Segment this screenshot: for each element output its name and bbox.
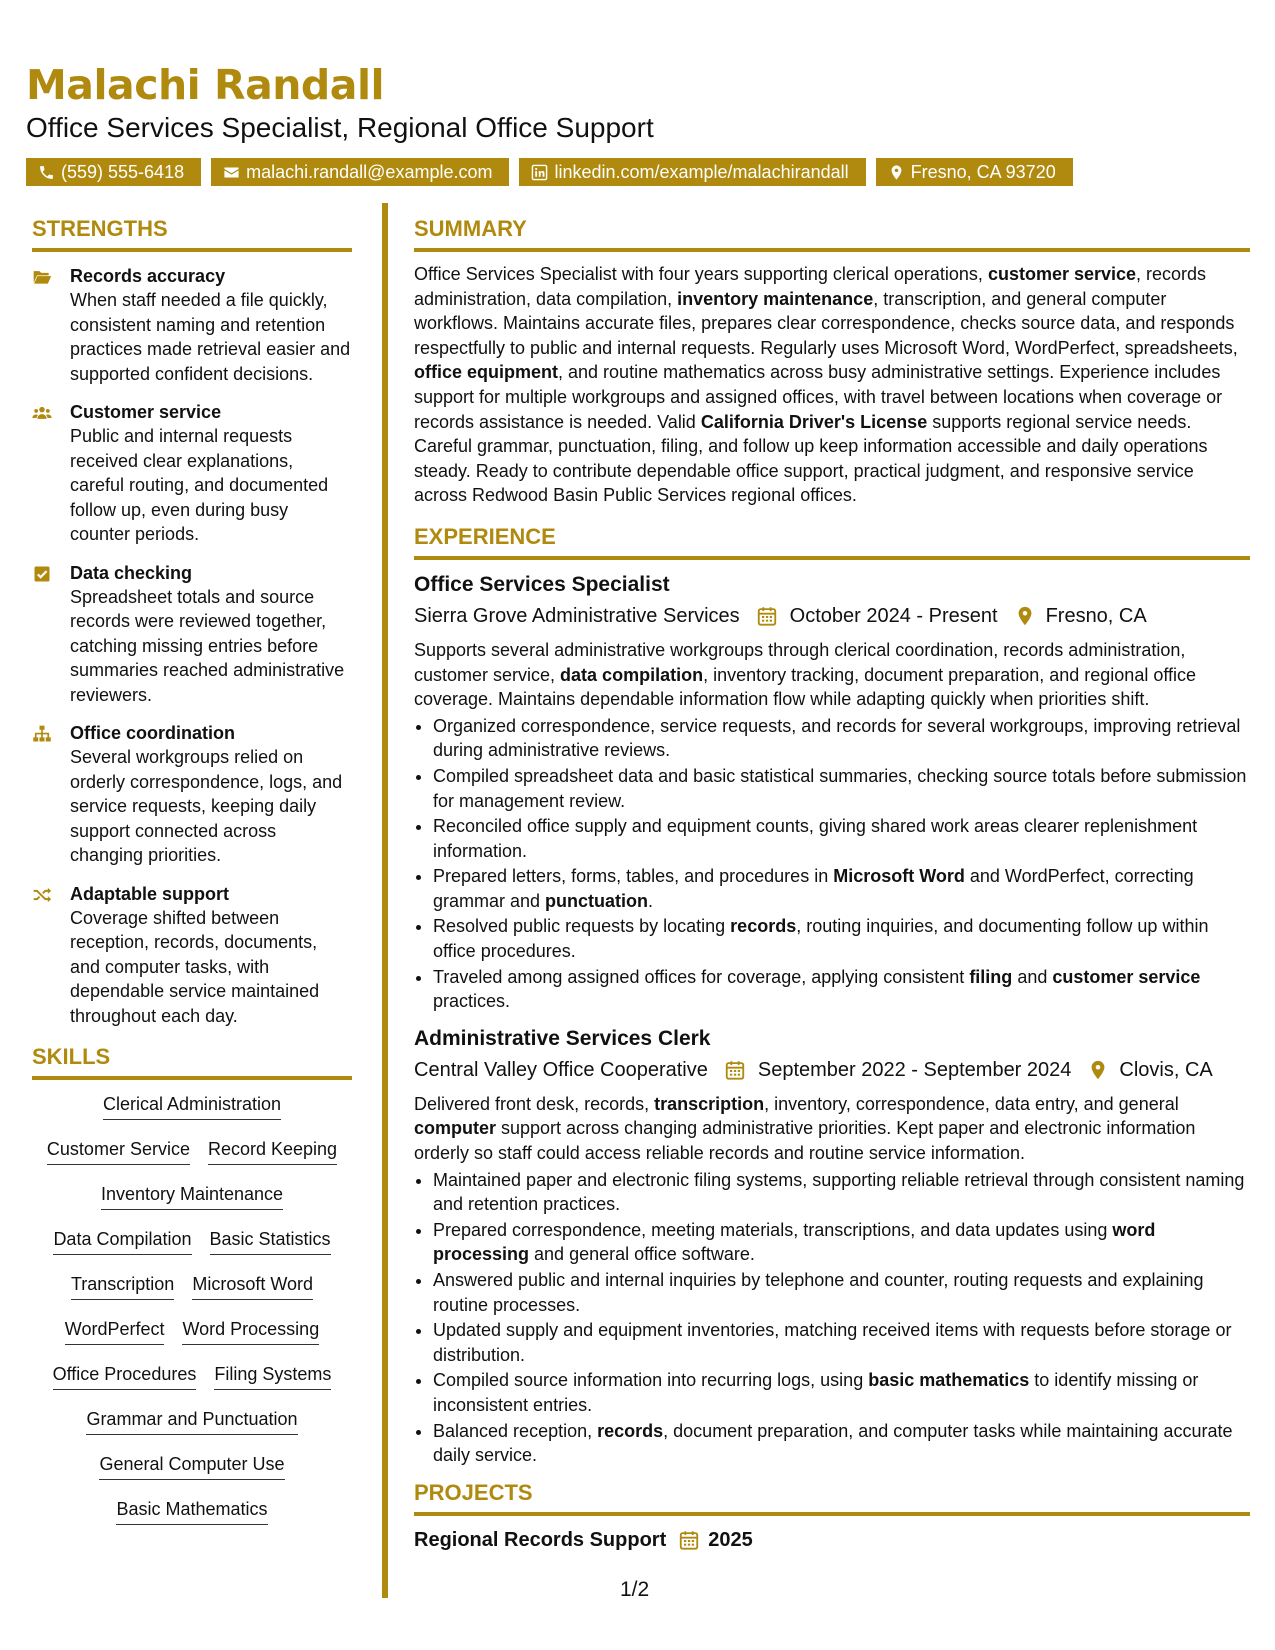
strength-title: Office coordination (70, 723, 236, 743)
strength-desc: Spreadsheet totals and source records were reviewed together, catching missing entries before summaries reached administrative reviewers. (70, 586, 345, 705)
skill-tag: Record Keeping (208, 1137, 337, 1165)
job-bullets (414, 1168, 1250, 1468)
strength-item (32, 721, 352, 868)
skill-tag: Filing Systems (214, 1362, 331, 1390)
map-pin-icon (888, 164, 905, 181)
bullet-item: • Answered public and internal inquiries by telephone and counter, routing requests and explaining routine processes. (433, 1268, 1250, 1317)
skill-tag: Inventory Maintenance (101, 1182, 283, 1210)
job-dates: September 2022 - September 2024 (757, 1058, 1072, 1081)
strength-title: Customer service (70, 402, 222, 422)
job-location: Clovis, CA (1119, 1058, 1213, 1081)
strengths-list (32, 264, 352, 1028)
calendar-icon (678, 1529, 700, 1551)
sitemap-icon (32, 724, 52, 744)
strength-desc: Several workgroups relied on orderly correspondence, logs, and service requests, keeping daily support connected across changing priorities. (70, 747, 343, 865)
folder-open-icon (32, 267, 52, 287)
column-divider (382, 203, 388, 1598)
contact-phone[interactable] (26, 158, 201, 186)
skill-tag: Office Procedures (53, 1362, 197, 1390)
envelope-icon (223, 164, 240, 181)
bullet-item: • Organized correspondence, service requests, and records for several workgroups, improving retrieval during administrative reviews. (433, 714, 1250, 763)
phone-text: (559) 555-6418 (61, 162, 185, 182)
bullet-item: • Compiled spreadsheet data and basic statistical summaries, checking source totals before submission for management review. (433, 764, 1250, 813)
summary-heading: SUMMARY (414, 214, 1250, 252)
summary-text: Office Services Specialist with four years supporting clerical operations, customer service, records administration, data compilation, inventory maintenance, transcription, and general computer workflows. Maintains accurate files, prepares clear correspondence, checks source data, and responds respectfully to public and internal requests. Regularly uses Microsoft Word, WordPerfect, spreadsheets, office equipment, and routine mathematics across busy administrative settings. Experience includes support for multiple workgroups and assigned offices, with travel between locations when coverage or records assistance is needed. Valid California Driver's License supports regional service needs. Careful grammar, punctuation, filing, and follow up keep information accessible and daily operations steady. Ready to contribute dependable office support, practical judgment, and responsive service across Redwood Basin Public Services regional offices. (414, 264, 1238, 506)
strength-title: Records accuracy (70, 266, 226, 286)
shuffle-icon (32, 885, 52, 905)
job-meta (414, 602, 1250, 630)
left-column (32, 214, 352, 1542)
strength-item (32, 882, 352, 1029)
bullet-item: • Balanced reception, records, document preparation, and computer tasks while maintaining accurate daily service. (433, 1419, 1250, 1468)
strengths-heading: STRENGTHS (32, 214, 352, 252)
bullet-item: • Reconciled office supply and equipment counts, giving shared work areas clearer replenishment information. (433, 814, 1250, 863)
job-description: Supports several administrative workgroups through clerical coordination, records administration, customer service, data compilation, inventory tracking, document preparation, and regional office coverage. Maintains dependable information flow while adapting quickly when priorities shift. (414, 639, 1197, 710)
phone-icon (38, 164, 55, 181)
job-title: Administrative Services Clerk (414, 1026, 711, 1050)
job-title: Office Services Specialist (414, 572, 670, 596)
project-title: Regional Records Support (414, 1528, 667, 1551)
contact-bar (26, 158, 1246, 186)
skill-tag: Basic Mathematics (116, 1497, 267, 1525)
company-name: Central Valley Office Cooperative (414, 1058, 708, 1081)
job-entry (414, 1024, 1250, 1468)
skills-heading: SKILLS (32, 1042, 352, 1080)
project-entry (414, 1526, 1250, 1554)
skill-tag: WordPerfect (65, 1317, 165, 1345)
right-column (414, 214, 1250, 1554)
contact-email[interactable] (211, 158, 509, 186)
strength-title: Data checking (70, 562, 193, 583)
strength-desc: When staff needed a file quickly, consistent naming and retention practices made retrieval easier and supported confident decisions. (70, 290, 351, 384)
skill-tag: Word Processing (182, 1317, 319, 1345)
job-description: Delivered front desk, records, transcription, inventory, correspondence, data entry, and general computer support across changing administrative priorities. Kept paper and electronic information orderly so staff could access reliable records and routine service information. (414, 1093, 1196, 1164)
job-meta (414, 1056, 1250, 1084)
bullet-item: • Compiled source information into recurring logs, using basic mathematics to identify missing or inconsistent entries. (433, 1368, 1250, 1417)
projects-heading: PROJECTS (414, 1478, 1250, 1516)
skill-tag: Clerical Administration (103, 1092, 281, 1120)
contact-location (876, 158, 1073, 186)
calendar-icon (756, 605, 778, 627)
project-year: 2025 (708, 1528, 753, 1551)
email-text: malachi.randall@example.com (246, 162, 493, 182)
skill-tag: General Computer Use (99, 1452, 284, 1480)
company-name: Sierra Grove Administrative Services (414, 604, 740, 627)
skill-tag: Data Compilation (53, 1227, 191, 1255)
page-number: 1/2 (620, 1578, 650, 1601)
linkedin-icon (531, 164, 548, 181)
skill-tag: Customer Service (47, 1137, 190, 1165)
candidate-name: Malachi Randall (26, 61, 385, 109)
location-text: Fresno, CA 93720 (910, 162, 1056, 182)
strength-item (32, 400, 352, 547)
headline: Office Services Specialist, Regional Office Support (26, 112, 654, 143)
job-bullets (414, 714, 1250, 1014)
map-pin-icon (1087, 1059, 1109, 1081)
experience-heading: EXPERIENCE (414, 522, 1250, 560)
contact-linkedin[interactable] (519, 158, 865, 186)
linkedin-text: linkedin.com/example/malachirandall (554, 162, 849, 182)
users-icon (32, 403, 52, 423)
bullet-item: • Maintained paper and electronic filing systems, supporting reliable retrieval through consistent naming and retention practices. (433, 1168, 1250, 1217)
strength-title: Adaptable support (70, 883, 230, 904)
skill-tag: Transcription (71, 1272, 174, 1300)
bullet-item: • Prepared letters, forms, tables, and procedures in Microsoft Word and WordPerfect, correcting grammar and punctuation. (433, 864, 1250, 913)
bullet-item: • Prepared correspondence, meeting materials, transcriptions, and data updates using word processing and general office software. (433, 1218, 1250, 1267)
strength-item (32, 264, 352, 386)
strength-desc: Coverage shifted between reception, records, documents, and computer tasks, with dependable service maintained throughout each day. (70, 907, 320, 1026)
job-dates: October 2024 - Present (789, 604, 998, 627)
job-entry (414, 570, 1250, 1014)
check-square-icon (32, 564, 52, 584)
bullet-item: • Resolved public requests by locating records, routing inquiries, and documenting follow up within office procedures. (433, 914, 1250, 963)
calendar-icon (724, 1059, 746, 1081)
resume-header (26, 58, 1246, 186)
map-pin-icon (1014, 605, 1036, 627)
strength-desc: Public and internal requests received clear explanations, careful routing, and documented follow up, even during busy counter periods. (70, 426, 329, 544)
bullet-item: • Updated supply and equipment inventories, matching received items with requests before storage or distribution. (433, 1318, 1250, 1367)
strength-item (32, 561, 352, 708)
job-location: Fresno, CA (1045, 604, 1147, 627)
skills-list (32, 1092, 352, 1542)
skill-tag: Microsoft Word (192, 1272, 313, 1300)
skill-tag: Basic Statistics (210, 1227, 331, 1255)
bullet-item: • Traveled among assigned offices for coverage, applying consistent filing and customer service practices. (433, 965, 1250, 1014)
skill-tag: Grammar and Punctuation (86, 1407, 297, 1435)
